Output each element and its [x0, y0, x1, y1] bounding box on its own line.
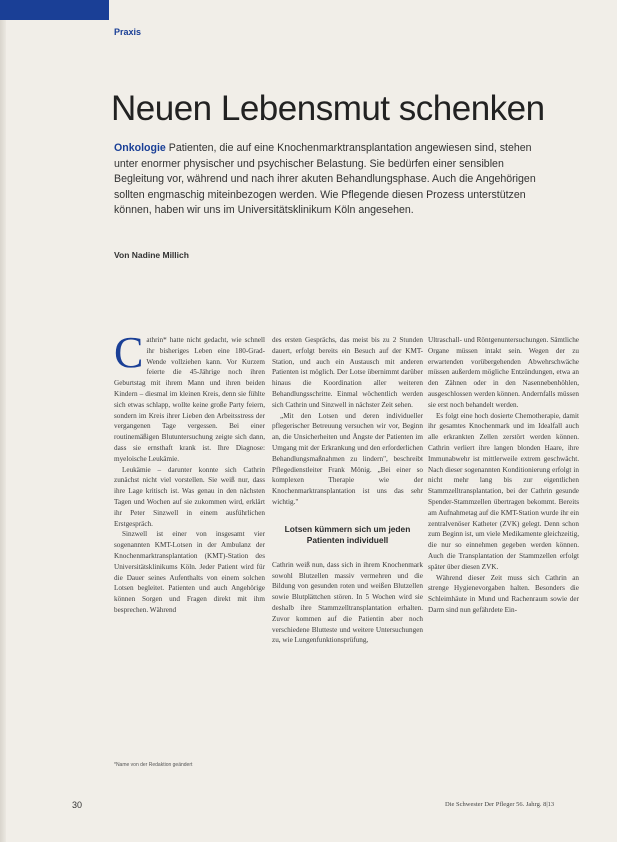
- article-title: Neuen Lebensmut schenken: [111, 89, 545, 128]
- page-edge-shadow: [0, 0, 6, 842]
- column-1-paragraph: [114, 335, 265, 465]
- column-3-paragraph: Es folgt eine hoch dosierte Chemotherapie, damit ihr gesamtes Knochenmark und im Idealfall auch alle erkrankten Zellen zerstört werden können. Cathrin verliert ihre langen blonden Haare, ihre Immunabwehr ist mittlerweile extrem geschwächt. Nach dieser sogenannten Konditionierung erfolgt in nicht mehr lang bis zur eigentlichen Stammzelltransplantation, bei der Cathrin gesunde Spender-Stammzellen übertragen bekommt. Bereits am Aufnahmetag auf die KMT-Station wurde ihr ein zentralvenöser Katheter (ZVK) gelegt. Denn schon zum Beginn ist, um viele Medikamente gleichzeitig, die nur so einnehmen gegeben werden können. Auch die Transplantation der Stammzellen erfolgt später über diesen ZVK.: [428, 411, 579, 571]
- column-1-paragraph: Leukämie – darunter konnte sich Cathrin zunächst nicht viel vorstellen. Sie weiß nur, dass ihre Lage kritisch ist. Was genau in den nächsten Tagen und Wochen auf sie zukommen wird, erklärt ihr Peter Sinzwell in einem ausführlichen Erstgespräch.: [114, 465, 265, 528]
- journal-footer: Die Schwester Der Pfleger 56. Jahrg. 8|13: [445, 801, 555, 808]
- article-subheading: Lotsen kümmern sich um jeden Patienten individuell: [284, 523, 411, 545]
- byline: Von Nadine Millich: [114, 250, 189, 260]
- footnote: *Name von der Redaktion geändert: [114, 762, 193, 768]
- page-number: 30: [72, 800, 83, 810]
- column-1: [114, 335, 265, 730]
- lead-keyword: Onkologie: [114, 142, 166, 154]
- article-lead: [114, 141, 544, 219]
- column-2-paragraph: des ersten Gesprächs, das meist bis zu 2 Stunden dauert, erfolgt bereits ein Besuch auf der KMT-Station, und auch ein Austausch mit anderen Patienten ist möglich. Der Lotse übernimmt darüber hinaus die Koordination aller weiteren Behandlungsschritte. Einmal wöchentlich werden sich Cathrin und Sinzwell in nächster Zeit sehen.: [272, 336, 423, 409]
- column-1-paragraph: Sinzwell ist einer von insgesamt vier sogenannten KMT-Lotsen in der Ambulanz der Knochenmarktransplantation (KMT)-Station des Universitätsklinikums Köln. Jeder Patient wird für die Dauer seines Aufenthalts von einem solchen Lotsen begleitet. Patienten und auch Angehörige können Sorgen und Fragen direkt mit ihm besprechen. Während: [114, 530, 265, 614]
- column-1-paragraph-text: athrin* hatte nicht gedacht, wie schnell ihr bisheriges Leben eine 180-Grad-Wende vollziehen kann. Vor Kurzem feierte die 45-Jährige noch ihren Geburtstag mit ihrem Mann und ihren beiden Kindern – diesmal im kleinen Kreis, denn sie fühlte sich etwas schlapp, wollte keine große Party feiern, sondern im Kreis ihrer Lieben den Arbeitsstress der vergangenen Tage vergessen. Bei einer routinemäßigen Blutuntersuchung zeigte sich dann, dass sie ernsthaft krank ist. Ihre Diagnose: myeloische Leukämie.: [114, 336, 265, 463]
- drop-cap: C: [114, 335, 144, 377]
- column-3-paragraph: Ultraschall- und Röntgenuntersuchungen. Sämtliche Organe müssen intakt sein. Wegen der zu erwartenden vorübergehenden Abwehrschwäche müssen außerdem mögliche Entzündungen, etwa an den Zähnen oder in den Nasennebenhöhlen, ausgeschlossen werden können. Andernfalls müssen sie erst noch behandelt werden.: [428, 336, 579, 409]
- section-color-tab: [0, 0, 109, 20]
- column-3: [428, 335, 579, 785]
- section-label: Praxis: [114, 27, 142, 37]
- column-2-paragraph: „Mit den Lotsen und deren individueller pflegerischer Betreuung versuchen wir vor, Beginn an, die Unsicherheiten und Ängste der Patienten im Umgang mit der Erkrankung und den erforderlichen Behandlungsmaßnahmen zu lindern", beschreibt Pflegedienstleiter Frank Mönig. „Bei einer so komplexen Therapie wie der Knochenmarktransplantation ist uns das sehr wichtig.": [272, 411, 423, 506]
- lead-text: Patienten, die auf eine Knochenmarktransplantation angewiesen sind, stehen unter enormer physischer und psychischer Belastung. Sie bedürfen einer sensiblen Begleitung vor, während und nach ihrer akuten Behandlungsphase. Auch die Angehörigen sollten engmaschig miteinbezogen werden. Wie Pflegende diesen Prozess unterstützen können, haben wir uns im Universitätsklinikum Köln angesehen.: [114, 142, 536, 217]
- column-2: [272, 335, 423, 785]
- column-2-paragraph: Cathrin weiß nun, dass sich in ihrem Knochenmark sowohl Blutzellen massiv vermehren und die Bildung von gesunden roten und weißen Blutzellen sowie Blutplättchen stören. In 5 Wochen wird sie deshalb ihre Stammzelltransplantation erhalten. Zuvor kommen auf die Patientin aber noch verschiedene Blutteste und weitere Untersuchungen zu, wie Lungenfunktionsprüfung,: [272, 560, 423, 645]
- column-3-paragraph: Während dieser Zeit muss sich Cathrin an strenge Hygienevorgaben halten. Besonders die Schleimhäute in Mund und Rachenraum sowie der Darm sind nun gefährdete Ein-: [428, 573, 579, 614]
